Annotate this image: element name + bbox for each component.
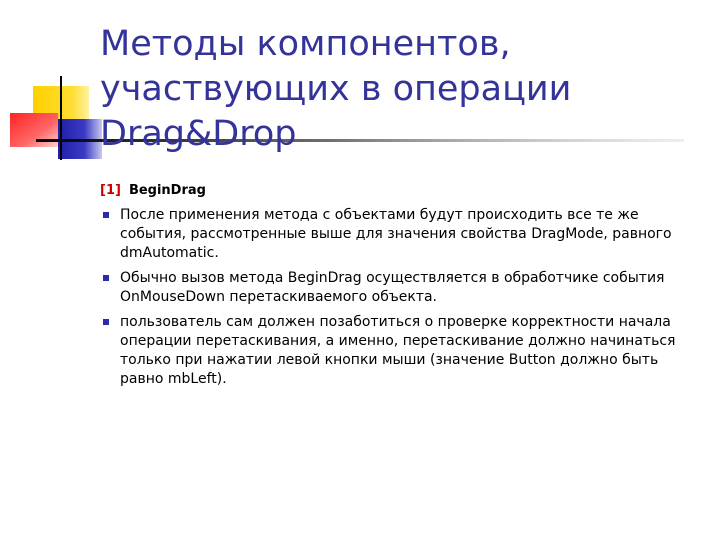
bullet-list bbox=[100, 206, 700, 389]
reference-marker: [1] bbox=[100, 183, 121, 198]
slide-title bbox=[100, 22, 700, 157]
title-line: Drag&Drop bbox=[100, 114, 297, 154]
vertical-rule bbox=[60, 76, 62, 160]
title-line: участвующих в операции bbox=[100, 69, 572, 109]
list-item-text: После применения метода с объектами будут происходить все те же события, рассмотренные выше для значения свойства DragMode, равного dmAutomatic. bbox=[120, 207, 672, 261]
title-line: Методы компонентов, bbox=[100, 24, 511, 64]
square-bullet-icon bbox=[103, 319, 109, 325]
section-heading-text: BeginDrag bbox=[128, 183, 206, 198]
list-item bbox=[100, 269, 700, 307]
section-heading bbox=[100, 181, 700, 201]
square-bullet-icon bbox=[103, 275, 109, 281]
list-item bbox=[100, 206, 700, 263]
slide-body bbox=[100, 181, 700, 395]
list-item bbox=[100, 313, 700, 389]
square-bullet-icon bbox=[103, 212, 109, 218]
list-item-text: пользователь сам должен позаботиться о проверке корректности начала операции перетаскивания, а именно, перетаскивание должно начинаться только при нажатии левой кнопки мыши (значение Button должно быть равно mbLeft). bbox=[120, 314, 676, 387]
list-item-text: Обычно вызов метода BeginDrag осуществляется в обработчике события OnMouseDown перетаскиваемого объекта. bbox=[120, 270, 665, 305]
